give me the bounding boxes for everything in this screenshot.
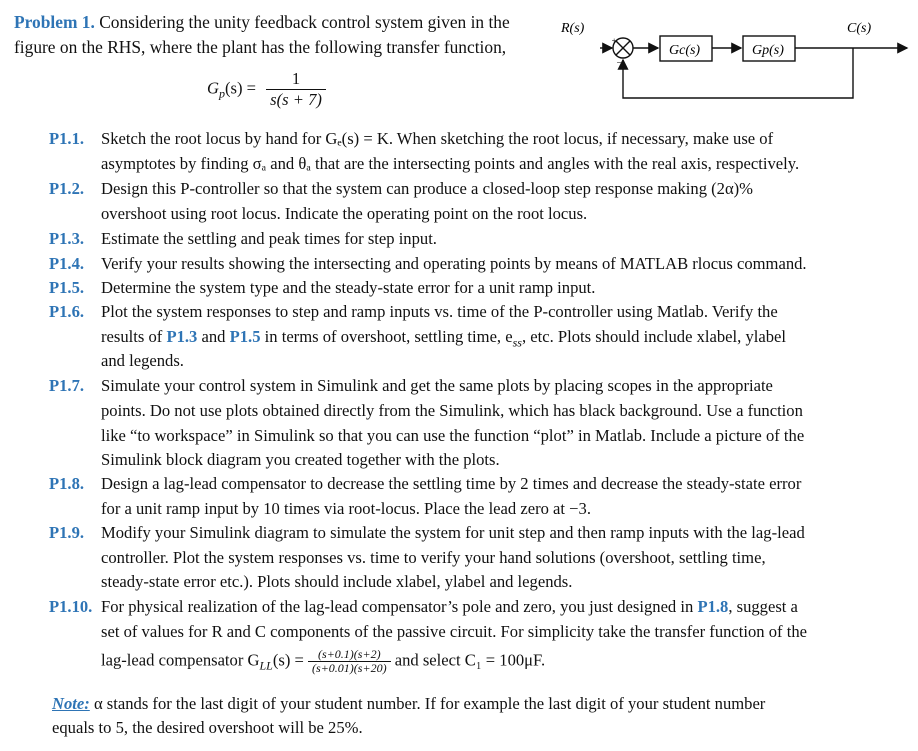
intro-text-1: Considering the unity feedback control system given in the [99,12,510,32]
problem-label: Problem 1. [14,12,95,32]
item-p1-8-line2: for a unit ramp input by 10 times via root-locus. Place the lead zero at −3. [101,499,591,518]
plant-denominator: s(s + 7) [270,90,322,109]
item-p1-1-line2: asymptotes by finding σₐ and θₐ that are the intersecting points and angles with the real axis, respectively. [101,154,800,173]
item-p1-2-num: P1.2. [49,179,85,198]
item-p1-7-line2: points. Do not use plots obtained directly from the Simulink, which has black background. Use a function [101,401,803,420]
plant-lhs: G [207,78,219,98]
ref-p1-3: P1.3 [166,327,198,346]
item-p1-10-line3: lag-lead compensator $G_{LL}(s)$ = $\frac{(s+0.1)(s+2)}{(s+0.01)(s+20)}$ and select C₁ = 100μF. [101,647,546,675]
item-p1-1-line1: Sketch the root locus by hand for Gₑ(s) = K. When sketching the root locus, if necessary, make use of [101,129,774,148]
item-p1-6-line2: results of P1.3 and P1.5 in terms of overshoot, settling time, $e_{ss}$, etc. Plots should include xlabel, ylabel [101,327,787,350]
item-p1-7-line3: like “to workspace” in Simulink so that you can use the function “plot” in Matlab. Include a picture of the [101,426,805,445]
block-diagram [545,6,915,106]
item-p1-4-num: P1.4. [49,254,85,273]
ref-p1-8: P1.8 [697,597,729,616]
note-line1: Note: α stands for the last digit of your student number. If for example the last digit of your student number [52,694,766,713]
plant-numerator: 1 [266,69,326,90]
item-p1-8-num: P1.8. [49,474,85,493]
item-p1-7-num: P1.7. [49,376,85,395]
item-p1-7-line4: Simulink block diagram you created together with the plots. [101,450,500,469]
item-p1-3-line1: Estimate the settling and peak times for step input. [101,229,437,248]
item-p1-6-num: P1.6. [49,302,85,321]
ref-p1-5: P1.5 [229,327,261,346]
item-p1-6-line1: Plot the system responses to step and ramp inputs vs. time of the P-controller using Matlab. Verify the [101,302,778,321]
item-p1-9-num: P1.9. [49,523,85,542]
note-line2: equals to 5, the desired overshoot will be 25%. [52,718,363,737]
item-p1-10-num: P1.10. [49,597,93,616]
item-p1-3-num: P1.3. [49,229,85,248]
feedback-path [623,48,853,98]
plant-transfer-function [207,69,326,110]
svg-text:−: − [616,58,623,69]
intro-text-2: figure on the RHS, where the plant has the following transfer function, [14,37,507,57]
input-label: R(s) [561,21,585,36]
item-p1-4-line1: Verify your results showing the intersecting and operating points by means of MATLAB rlocus command. [101,254,807,273]
item-p1-2-line2: overshoot using root locus. Indicate the operating point on the root locus. [101,204,588,223]
note-label: Note: [52,694,90,713]
item-p1-9-line3: steady-state error etc.). Plots should include xlabel, ylabel and legends. [101,572,573,591]
plant-lhs-arg: (s) = [224,78,257,98]
item-p1-8-line1: Design a lag-lead compensator to decrease the settling time by 2 times and decrease the steady-state error [101,474,802,493]
item-p1-9-line1: Modify your Simulink diagram to simulate the system for unit step and then ramp inputs with the lag-lead [101,523,805,542]
item-p1-5-line1: Determine the system type and the steady-state error for a unit ramp input. [101,278,596,297]
item-p1-6-line3: and legends. [101,351,184,370]
problem-intro-line2 [14,35,506,59]
item-p1-1-num: P1.1. [49,129,85,148]
problem-intro-line1 [14,10,510,34]
lag-lead-fraction: $\frac{(s+0.1)(s+2)}{(s+0.01)(s+20)}$ [308,648,391,675]
summing-junction [611,36,633,69]
output-label: C(s) [847,21,872,36]
item-p1-7-line1: Simulate your control system in Simulink and get the same plots by placing scopes in the appropriate [101,376,773,395]
item-p1-10-line1: For physical realization of the lag-lead compensator’s pole and zero, you just designed in P1.8, suggest a [101,597,798,616]
plant-lhs-sub: p [218,86,225,101]
item-p1-9-line2: controller. Plot the system responses vs. time to verify your hand solutions (overshoot, settling time, [101,548,766,567]
item-p1-2-line1: Design this P-controller so that the system can produce a closed-loop step response making (2α)% [101,179,754,198]
item-p1-10-line2: set of values for R and C components of the passive circuit. For simplicity take the transfer function of the [101,622,807,641]
plant-label: Gp(s) [752,43,784,58]
svg-text:+: + [611,36,618,46]
item-p1-5-num: P1.5. [49,278,85,297]
controller-label: Gc(s) [669,43,701,58]
